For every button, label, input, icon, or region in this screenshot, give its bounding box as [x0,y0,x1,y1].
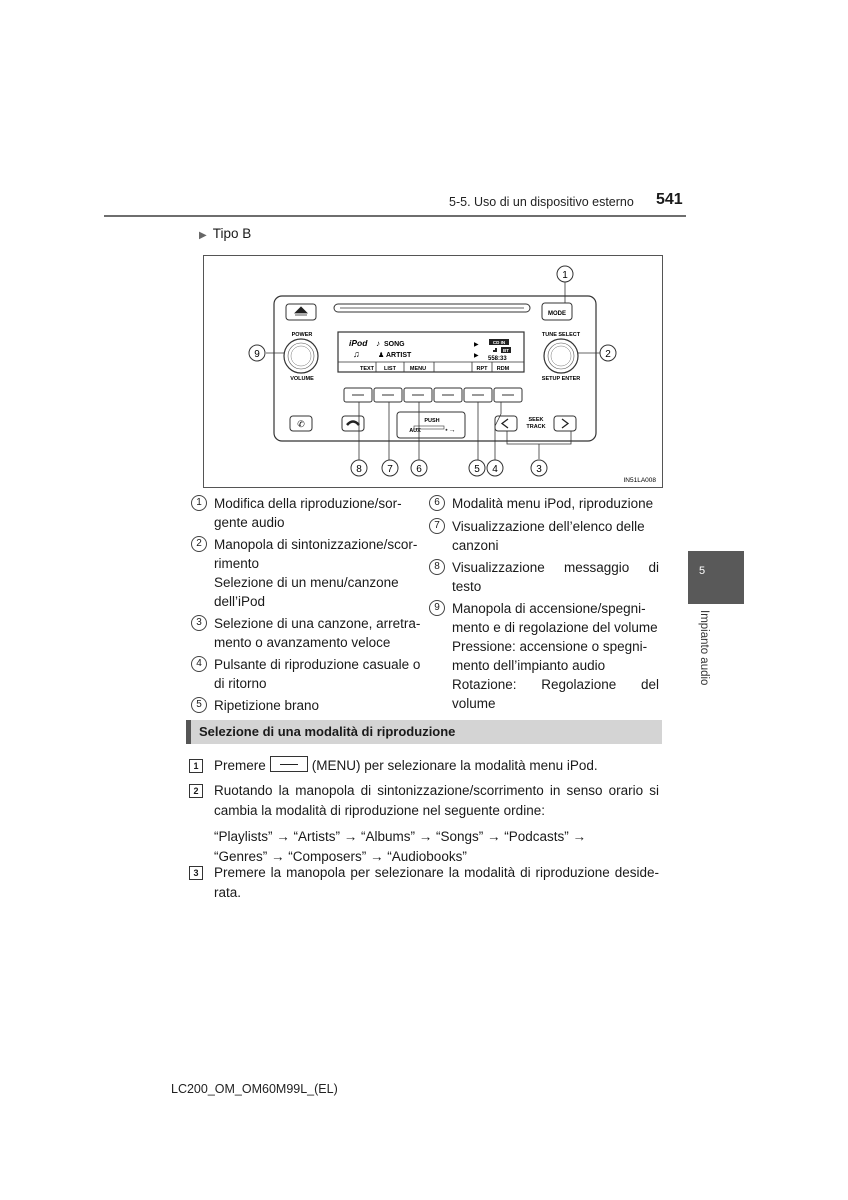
legend-num-6: 6 [429,495,445,511]
soft-key-list: LIST [384,366,396,372]
step-3-text: Premere la manopola per selezionare la modalità di riproduzione deside-rata. [214,865,659,900]
step-num-2: 2 [189,784,203,798]
callout-3-num: 3 [536,464,542,475]
page-number: 541 [656,191,683,208]
legend-text-9d: mento dell’impianto audio [452,658,606,673]
chapter-number: 5 [699,565,706,577]
audio-unit-illustration [204,256,662,487]
callout-6-num: 6 [416,464,422,475]
callout-5 [469,460,485,476]
screen-artist: ARTIST [386,352,412,359]
callout-2 [600,345,616,361]
legend-text-3a: Selezione di una canzone, arretra- [214,616,421,631]
usb-icon: ⋆→ [444,427,456,434]
soft-key-menu: MENU [409,366,427,372]
legend-text-9b: mento e di regolazione del volume [452,620,658,635]
callout-1-num: 1 [562,270,568,281]
legend-text-4a: Pulsante di riproduzione casuale o [214,657,421,672]
step-num-3: 3 [189,866,203,880]
menu-button-icon [270,756,308,772]
soft-key-rpt: RPT [476,366,488,372]
header-rule [104,215,686,217]
seek-label: SEEK [528,417,544,423]
legend-text-6a: Modalità menu iPod, riproduzione [452,496,654,511]
step-2-order-line2: “Genres” → “Composers” → “Audiobooks” [214,849,467,864]
legend-num-8: 8 [429,559,445,575]
legend-num-2: 2 [191,536,207,552]
legend-text-5a: Ripetizione brano [214,698,320,713]
legend-text-7a: Visualizzazione dell’elenco delle [452,519,645,534]
callout-3 [531,460,547,476]
screen-play-icon-2: ▶ [474,353,479,359]
legend-text-7b: canzoni [452,538,499,553]
callout-7 [382,460,398,476]
running-header-section: 5-5. Uso di un dispositivo esterno [449,195,634,209]
screen-play-icon: ▶ [474,342,479,348]
mode-label: MODE [548,311,566,317]
callout-4 [487,460,503,476]
power-label: POWER [291,332,313,338]
legend-text-4b: di ritorno [214,676,267,691]
screen-bt: BT [503,348,509,353]
callout-2-num: 2 [605,349,611,360]
step-1-before: Premere [214,758,266,773]
screen-song: SONG [384,341,405,348]
chapter-tab [688,551,744,604]
legend-text-2d: dell’iPod [214,594,266,609]
legend-text-2c: Selezione di un menu/canzone [214,575,399,590]
legend-text-3b: mento o avanzamento veloce [214,635,391,650]
callout-7-num: 7 [387,464,393,475]
legend-text-9c: Pressione: accensione o spegni- [452,639,648,654]
volume-knob [284,339,318,373]
type-label [199,226,251,241]
step-num-1: 1 [189,759,203,773]
legend-text-9e: Rotazione: Regolazione del [452,677,659,692]
figure-code: IN51LA008 [623,477,656,484]
callout-4-num: 4 [492,464,498,475]
chapter-label-wrap [678,610,724,690]
legend-text-1a: Modifica della riproduzione/sor- [214,496,402,511]
legend-num-4: 4 [191,656,207,672]
callout-9-num: 9 [254,349,260,360]
callout-9 [249,345,265,361]
push-label: PUSH [424,418,440,424]
tune-knob [544,339,578,373]
screen-music-icon: ♫ [353,349,360,359]
aux-label: AUX [409,428,421,434]
step-2-order-line1: “Playlists” → “Artists” → “Albums” → “Songs” → “Podcasts” → [214,829,587,844]
legend-num-7: 7 [429,518,445,534]
triangle-bullet-icon: ▶ [199,230,207,241]
legend-num-9: 9 [429,600,445,616]
section-heading-band [186,720,662,744]
section-heading-marker [186,720,191,744]
legend-text-1b: gente audio [214,515,285,530]
step-1-after: (MENU) per selezionare la modalità menu iPod. [311,758,598,773]
callout-1 [557,266,573,282]
type-label-text: Tipo B [212,226,252,241]
legend-text-9a: Manopola di accensione/spegni- [452,601,646,616]
audio-unit-figure [203,255,663,488]
step-2-text: Ruotando la manopola di sintonizzazione/scorrimento in senso orario si cambia la modalità di riproduzione nel seguente ordine: [214,783,659,818]
volume-label: VOLUME [290,376,314,382]
screen-note-icon: ♪ [376,339,380,348]
callout-5-num: 5 [474,464,480,475]
callout-8-num: 8 [356,464,362,475]
chapter-label: Impianto audio [698,610,710,686]
soft-key-rdm: RDM [496,366,510,372]
callout-6 [411,460,427,476]
screen-person-icon: ♟ [378,352,385,359]
legend-num-5: 5 [191,697,207,713]
legend-text-8b: testo [452,579,482,594]
soft-key-text: TEXT [359,366,375,372]
legend-text-2b: rimento [214,556,260,571]
legend-text-9f: volume [452,696,496,711]
tune-select-label: TUNE SELECT [541,332,581,338]
screen-cd-in: CD IN [492,340,506,345]
setup-enter-label: SETUP ENTER [541,376,581,382]
legend-text-2a: Manopola di sintonizzazione/scor- [214,537,418,552]
footer-code: LC200_OM_OM60M99L_(EL) [171,1082,338,1096]
step-2 [189,781,659,864]
section-heading: Selezione di una modalità di riproduzione [199,724,456,739]
callout-8 [351,460,367,476]
screen-ipod: iPod [349,338,368,348]
legend-num-3: 3 [191,615,207,631]
legend-num-1: 1 [191,495,207,511]
track-label: TRACK [526,424,546,430]
legend-text-8a: Visualizzazione messaggio di [452,560,659,575]
phone-pickup-icon: ✆ [297,419,305,429]
screen-time: 558:33 [488,356,507,362]
